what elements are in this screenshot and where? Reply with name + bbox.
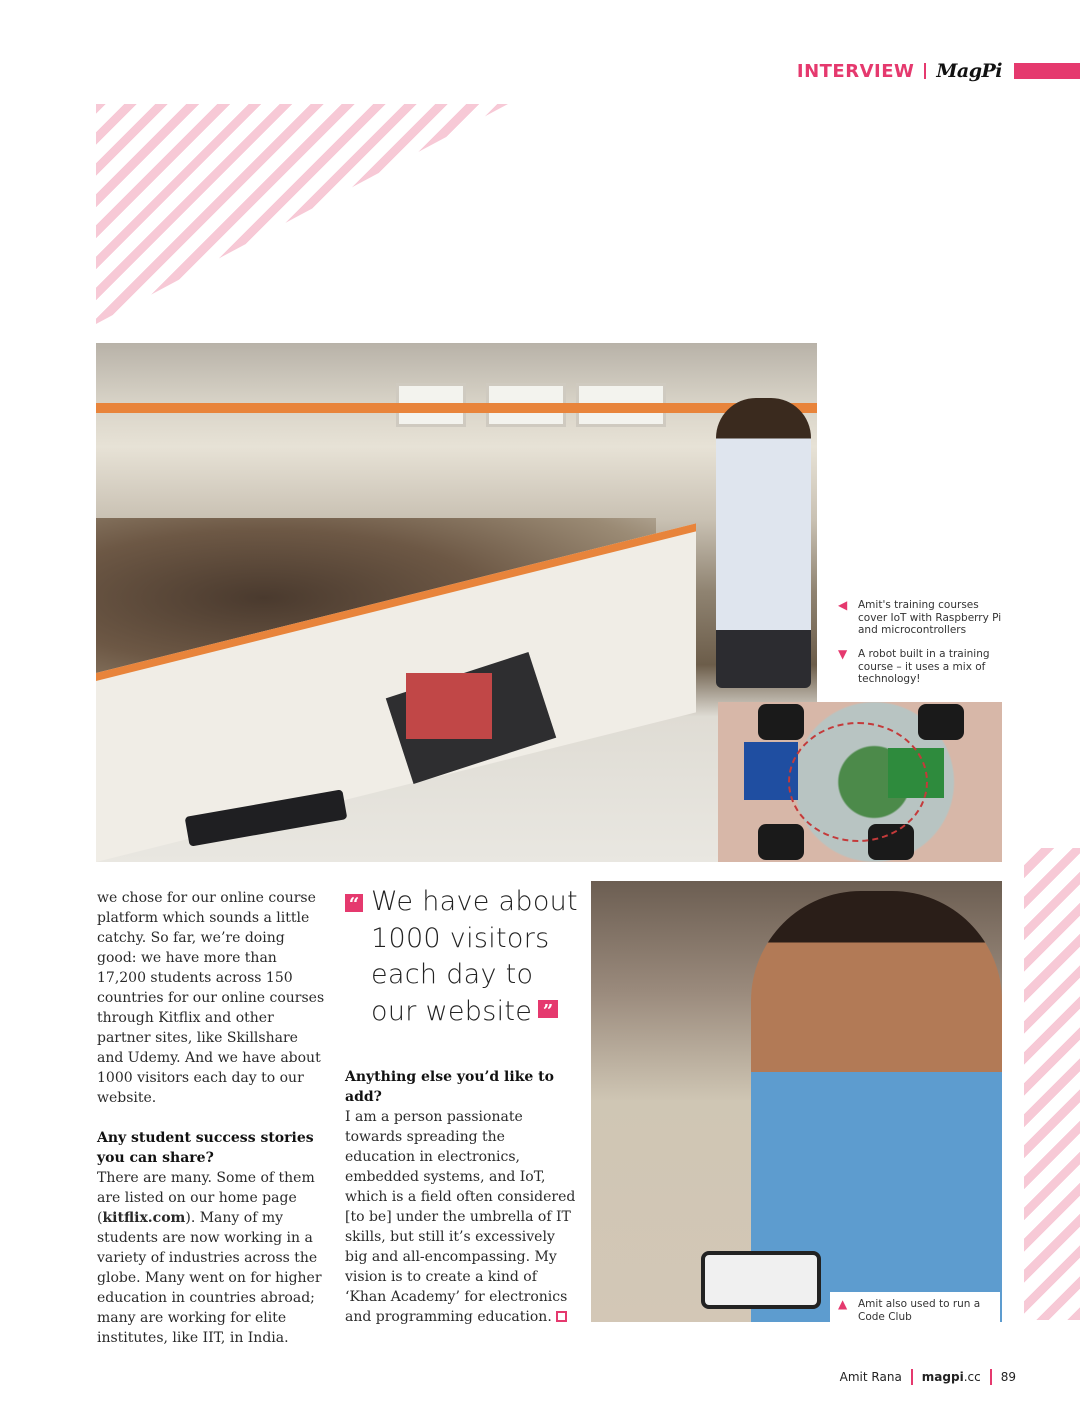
photo-wheel xyxy=(758,704,804,740)
footer-site-suffix: .cc xyxy=(963,1370,981,1384)
open-quote-icon: “ xyxy=(345,894,363,912)
header-accent-bar xyxy=(1014,63,1080,79)
caption-classroom xyxy=(838,598,1008,637)
footer-divider xyxy=(990,1369,992,1385)
robot-photo xyxy=(718,702,1002,862)
pull-quote xyxy=(371,884,581,1030)
footer-author: Amit Rana xyxy=(839,1370,902,1384)
photo-robot-toy xyxy=(701,1251,821,1309)
interview-question: Anything else you’d like to add? xyxy=(345,1069,554,1105)
photo-laptop-screen xyxy=(406,673,492,739)
caption-code-club xyxy=(838,1297,998,1323)
magpi-logo: MagPi xyxy=(936,60,1002,82)
caption-robot xyxy=(838,647,1008,686)
photo-speaker xyxy=(716,398,811,688)
footer-site-name: magpi xyxy=(921,1370,964,1384)
body-paragraph xyxy=(97,1168,325,1348)
body-paragraph: we chose for our online course platform which sounds a little catchy. So far, we’re doing good: we have more than 17,200 students across 150 countries for our online courses through Kitflix and other partner sites, like Skillshare and Udemy. And we have about 1000 visitors each day to our website. xyxy=(97,890,325,1106)
caption-arrow-down-icon: ▼ xyxy=(838,647,848,661)
interview-question: Any student success stories you can share? xyxy=(97,1130,314,1166)
decorative-stripes-top xyxy=(96,104,508,324)
footer-site[interactable] xyxy=(922,1370,981,1384)
article-column-2 xyxy=(345,1067,577,1327)
photo-wall-strip xyxy=(96,403,817,413)
website-link[interactable]: kitflix.com xyxy=(102,1210,186,1226)
page-footer xyxy=(840,1368,1016,1386)
pull-quote-text: We have about 1000 visitors each day to our website xyxy=(371,886,578,1027)
photo-wires xyxy=(788,722,928,842)
end-of-article-icon xyxy=(556,1311,567,1322)
footer-divider xyxy=(911,1369,913,1385)
article-column-1 xyxy=(97,888,325,1348)
caption-text: Amit also used to run a Code Club xyxy=(858,1298,981,1323)
body-paragraph xyxy=(345,1107,577,1327)
photo-wheel xyxy=(758,824,804,860)
answer-text: I am a person passionate towards spreading the education in electronics, embedded systems, and IoT, which is a field often considered [to be] under the umbrella of IT skills, but still it’s excessively big and all-encompassing. My vision is to create a kind of ‘Khan Academy’ for electronics and programming education. xyxy=(345,1109,576,1325)
kids-photo xyxy=(591,881,1002,1322)
photo-wheel xyxy=(918,704,964,740)
header-divider xyxy=(924,63,926,79)
caption-arrow-left-icon: ◀ xyxy=(838,598,848,612)
page-header xyxy=(797,60,1080,82)
answer-text: There are many. Some of them are listed on our home page ( xyxy=(97,1170,315,1226)
caption-text: Amit's training courses cover IoT with Raspberry Pi and microcontrollers xyxy=(858,599,1002,636)
decorative-stripes-right xyxy=(1024,848,1080,1320)
section-label: INTERVIEW xyxy=(796,60,915,82)
page-number: 89 xyxy=(1000,1370,1016,1384)
close-quote-icon: ” xyxy=(538,1000,558,1018)
classroom-photo xyxy=(96,343,817,862)
caption-arrow-up-icon: ▲ xyxy=(838,1297,848,1311)
answer-text: ). Many of my students are now working in a variety of industries across the globe. Many went on for higher education in countries abroad; many are working for elite institutes, like IIT, in India. xyxy=(97,1210,322,1346)
caption-text: A robot built in a training course – it uses a mix of technology! xyxy=(858,648,990,685)
